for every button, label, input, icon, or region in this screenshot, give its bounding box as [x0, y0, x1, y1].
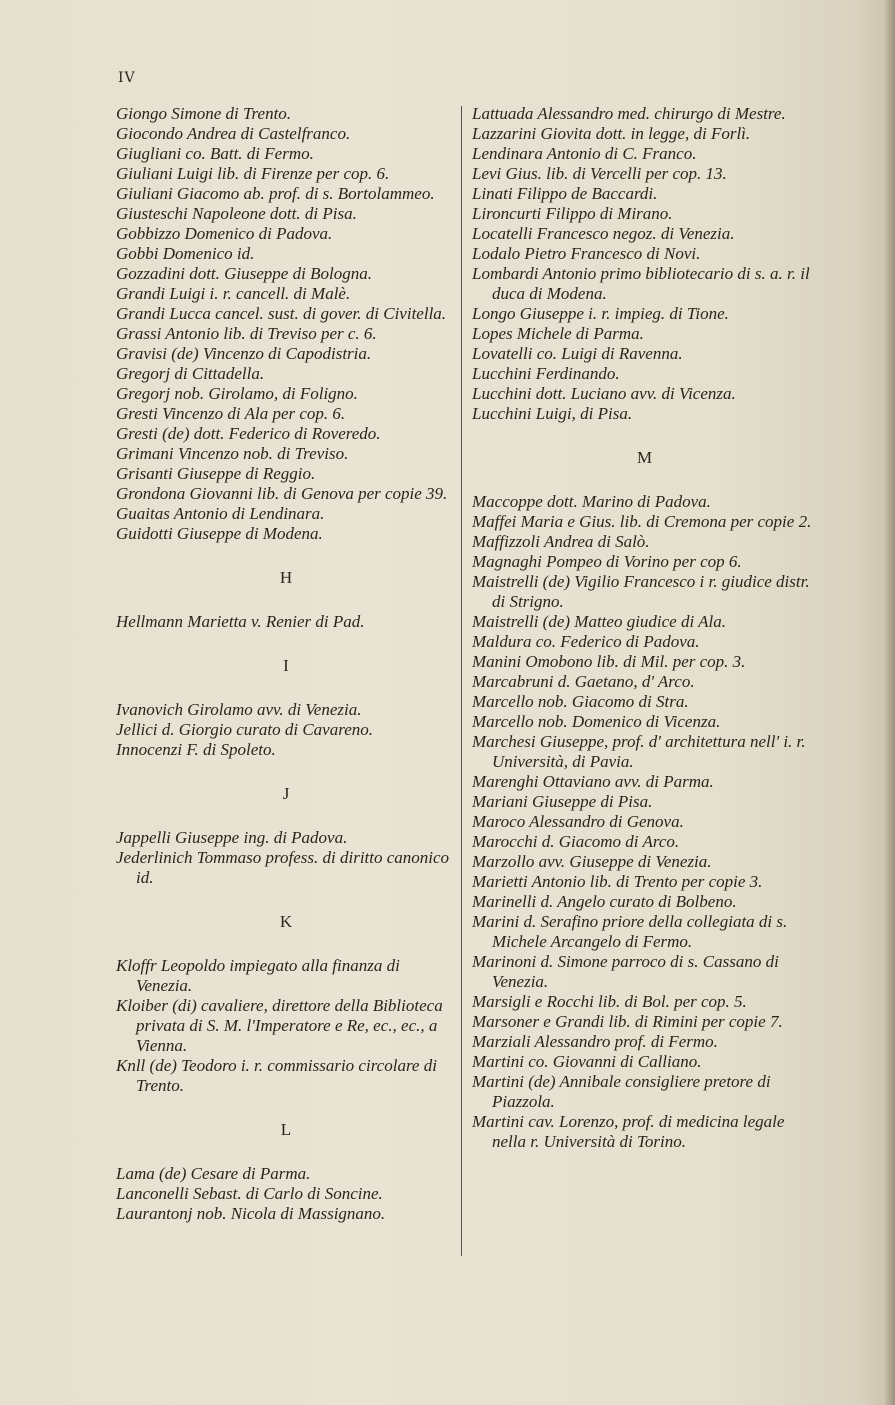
page-edge: [885, 0, 895, 1405]
subscriber-entry: Gregorj nob. Girolamo, di Foligno.: [116, 384, 358, 403]
subscriber-entry: Giuliani Luigi lib. di Firenze per cop. 6.: [116, 164, 390, 183]
subscriber-entry: Maistrelli (de) Vigilio Francesco i r. giudice distr. di Strigno.: [472, 572, 810, 611]
subscriber-entry: Levi Gius. lib. di Vercelli per cop. 13.: [472, 164, 727, 183]
subscriber-entry: Lodalo Pietro Francesco di Novi.: [472, 244, 701, 263]
left-column: [116, 104, 456, 1224]
subscriber-entry: Jappelli Giuseppe ing. di Padova.: [116, 828, 348, 847]
subscriber-entry: Marziali Alessandro prof. di Fermo.: [472, 1032, 718, 1051]
subscriber-entry: Marini d. Serafino priore della collegiata di s. Michele Arcangelo di Fermo.: [472, 912, 788, 951]
section-letter: I: [283, 656, 289, 675]
subscriber-entry: Giocondo Andrea di Castelfranco.: [116, 124, 351, 143]
subscriber-entry: Longo Giuseppe i. r. impieg. di Tione.: [472, 304, 729, 323]
subscriber-entry: Maldura co. Federico di Padova.: [472, 632, 700, 651]
subscriber-entry: Grondona Giovanni lib. di Genova per copie 39.: [116, 484, 448, 503]
page-number: IV: [118, 70, 136, 86]
section-letter: L: [280, 1120, 292, 1139]
subscriber-entry: Kloiber (di) cavaliere, direttore della Biblioteca privata di S. M. l'Imperatore e Re, ec., ec., a Vienna.: [116, 996, 443, 1055]
subscriber-entry: Grassi Antonio lib. di Treviso per c. 6.: [116, 324, 377, 343]
subscriber-entry: Lucchini dott. Luciano avv. di Vicenza.: [472, 384, 736, 403]
letter-spacer: [116, 1140, 456, 1164]
subscriber-entry: Locatelli Francesco negoz. di Venezia.: [472, 224, 735, 243]
subscriber-entry: Gobbizzo Domenico di Padova.: [116, 224, 333, 243]
letter-spacer: [116, 760, 456, 784]
subscriber-entry: Lucchini Luigi, di Pisa.: [472, 404, 633, 423]
section-letter: J: [282, 784, 290, 803]
subscriber-entry: Lopes Michele di Parma.: [472, 324, 644, 343]
subscriber-entry: Lazzarini Giovita dott. in legge, di Forlì.: [472, 124, 751, 143]
subscriber-entry: Gregorj di Cittadella.: [116, 364, 265, 383]
subscriber-entry: Lendinara Antonio di C. Franco.: [472, 144, 697, 163]
subscriber-entry: Marinoni d. Simone parroco di s. Cassano di Venezia.: [472, 952, 779, 991]
subscriber-entry: Lironcurti Filippo di Mirano.: [472, 204, 673, 223]
subscriber-entry: Laurantonj nob. Nicola di Massignano.: [116, 1204, 386, 1223]
right-column: [472, 104, 817, 1152]
subscriber-entry: Jellici d. Giorgio curato di Cavareno.: [116, 720, 374, 739]
subscriber-entry: Marcabruni d. Gaetano, d' Arco.: [472, 672, 695, 691]
subscriber-entry: Linati Filippo de Baccardi.: [472, 184, 658, 203]
subscriber-entry: Manini Omobono lib. di Mil. per cop. 3.: [472, 652, 746, 671]
subscriber-entry: Grimani Vincenzo nob. di Treviso.: [116, 444, 349, 463]
section-letter: K: [279, 912, 293, 931]
subscriber-entry: Gresti Vincenzo di Ala per cop. 6.: [116, 404, 346, 423]
subscriber-entry: Marzollo avv. Giuseppe di Venezia.: [472, 852, 712, 871]
letter-spacer: [116, 932, 456, 956]
subscriber-entry: Knll (de) Teodoro i. r. commissario circolare di Trento.: [116, 1056, 437, 1095]
subscriber-entry: Grandi Lucca cancel. sust. di gover. di Civitella.: [116, 304, 447, 323]
section-letter: M: [636, 448, 653, 467]
subscriber-entry: Marchesi Giuseppe, prof. d' architettura nell' i. r. Università, di Pavia.: [472, 732, 806, 771]
subscriber-entry: Maffei Maria e Gius. lib. di Cremona per copie 2.: [472, 512, 812, 531]
subscriber-entry: Lovatelli co. Luigi di Ravenna.: [472, 344, 683, 363]
subscriber-entry: Martini co. Giovanni di Calliano.: [472, 1052, 702, 1071]
subscriber-entry: Giusteschi Napoleone dott. di Pisa.: [116, 204, 357, 223]
subscriber-entry: Gresti (de) dott. Federico di Roveredo.: [116, 424, 381, 443]
subscriber-entry: Maffizzoli Andrea di Salò.: [472, 532, 650, 551]
subscriber-entry: Giugliani co. Batt. di Fermo.: [116, 144, 314, 163]
subscriber-entry: Marietti Antonio lib. di Trento per copie 3.: [472, 872, 763, 891]
subscriber-entry: Marocchi d. Giacomo di Arco.: [472, 832, 680, 851]
subscriber-entry: Maistrelli (de) Matteo giudice di Ala.: [472, 612, 727, 631]
subscriber-entry: Lattuada Alessandro med. chirurgo di Mestre.: [472, 104, 786, 123]
subscriber-entry: Marcello nob. Giacomo di Stra.: [472, 692, 689, 711]
subscriber-entry: Marsoner e Grandi lib. di Rimini per copie 7.: [472, 1012, 783, 1031]
letter-spacer: [472, 468, 817, 492]
subscriber-entry: Marenghi Ottaviano avv. di Parma.: [472, 772, 714, 791]
subscriber-entry: Kloffr Leopoldo impiegato alla finanza di Venezia.: [116, 956, 400, 995]
letter-spacer: [116, 588, 456, 612]
subscriber-entry: Marsigli e Rocchi lib. di Bol. per cop. 5.: [472, 992, 747, 1011]
subscriber-entry: Marcello nob. Domenico di Vicenza.: [472, 712, 721, 731]
subscriber-entry: Magnaghi Pompeo di Vorino per cop 6.: [472, 552, 742, 571]
subscriber-entry: Innocenzi F. di Spoleto.: [116, 740, 276, 759]
subscriber-entry: Jederlinich Tommaso profess. di diritto canonico id.: [116, 848, 450, 887]
subscriber-entry: Lombardi Antonio primo bibliotecario di s. a. r. il duca di Modena.: [472, 264, 810, 303]
subscriber-entry: Giuliani Giacomo ab. prof. di s. Bortolammeo.: [116, 184, 435, 203]
subscriber-entry: Lanconelli Sebast. di Carlo di Soncine.: [116, 1184, 383, 1203]
subscriber-entry: Grandi Luigi i. r. cancell. di Malè.: [116, 284, 351, 303]
subscriber-entry: Gobbi Domenico id.: [116, 244, 255, 263]
subscriber-entry: Grisanti Giuseppe di Reggio.: [116, 464, 316, 483]
section-letter: H: [279, 568, 293, 587]
letter-spacer: [116, 632, 456, 656]
letter-spacer: [116, 1096, 456, 1120]
subscriber-entry: Hellmann Marietta v. Renier di Pad.: [116, 612, 365, 631]
subscriber-entry: Lucchini Ferdinando.: [472, 364, 620, 383]
letter-spacer: [116, 544, 456, 568]
letter-spacer: [116, 888, 456, 912]
subscriber-entry: Maccoppe dott. Marino di Padova.: [472, 492, 711, 511]
letter-spacer: [116, 804, 456, 828]
subscriber-entry: Guidotti Giuseppe di Modena.: [116, 524, 323, 543]
subscriber-entry: Mariani Giuseppe di Pisa.: [472, 792, 653, 811]
subscriber-entry: Gozzadini dott. Giuseppe di Bologna.: [116, 264, 372, 283]
subscriber-entry: Giongo Simone di Trento.: [116, 104, 292, 123]
subscriber-entry: Martini cav. Lorenzo, prof. di medicina legale nella r. Università di Torino.: [472, 1112, 785, 1151]
subscriber-entry: Marinelli d. Angelo curato di Bolbeno.: [472, 892, 737, 911]
subscriber-entry: Guaitas Antonio di Lendinara.: [116, 504, 325, 523]
letter-spacer: [472, 424, 817, 448]
subscriber-entry: Martini (de) Annibale consigliere pretore di Piazzola.: [472, 1072, 771, 1111]
subscriber-entry: Lama (de) Cesare di Parma.: [116, 1164, 311, 1183]
subscriber-entry: Maroco Alessandro di Genova.: [472, 812, 684, 831]
column-divider: [461, 106, 462, 1256]
subscriber-entry: Ivanovich Girolamo avv. di Venezia.: [116, 700, 362, 719]
letter-spacer: [116, 676, 456, 700]
subscriber-entry: Gravisi (de) Vincenzo di Capodistria.: [116, 344, 372, 363]
